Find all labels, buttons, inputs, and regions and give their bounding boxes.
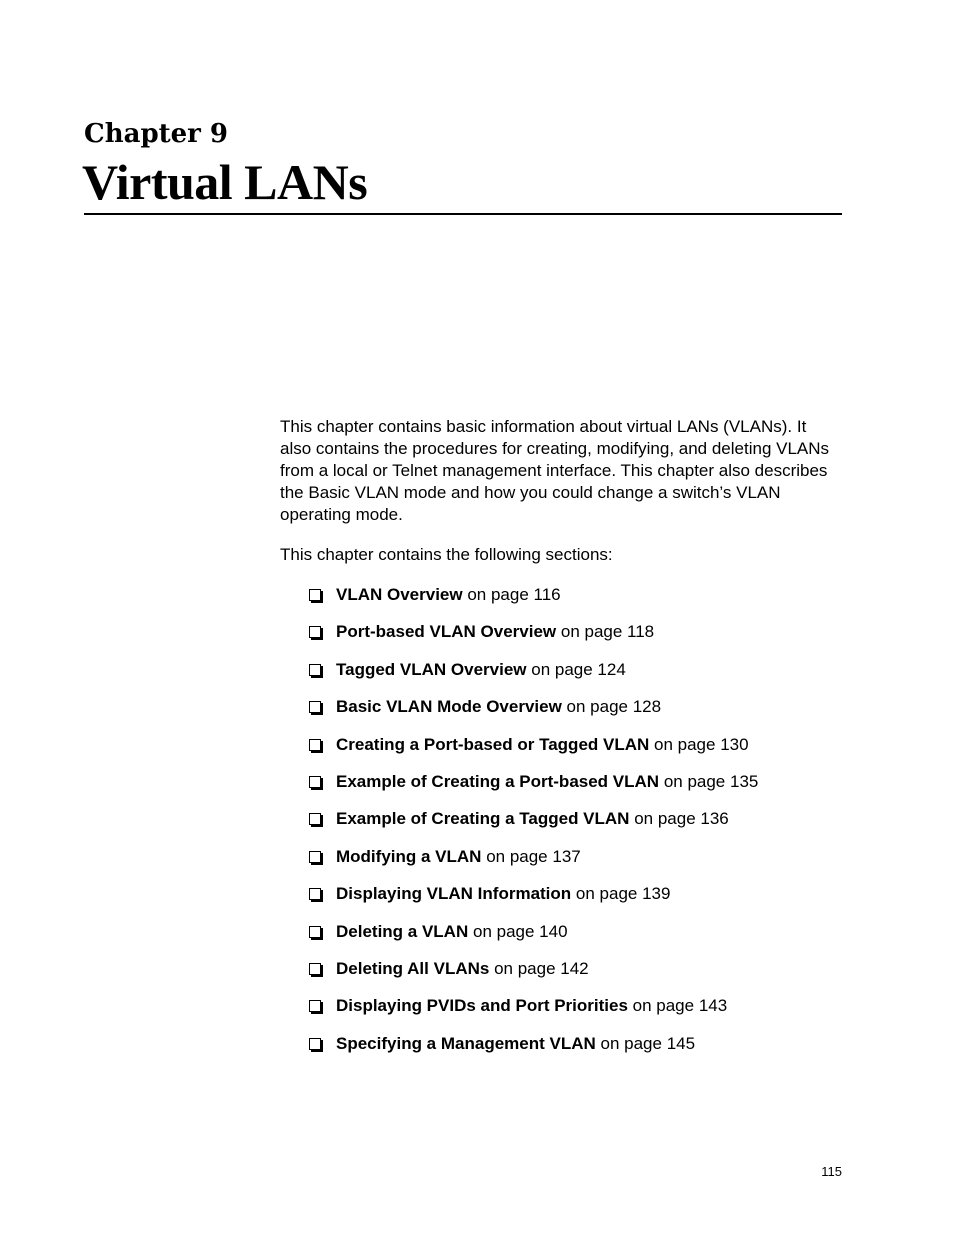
list-item — [308, 808, 758, 830]
checkbox-bullet-icon — [309, 626, 321, 638]
section-link[interactable]: VLAN Overview — [336, 585, 463, 604]
section-list — [308, 584, 758, 1070]
list-item — [308, 621, 758, 643]
section-link[interactable]: Creating a Port-based or Tagged VLAN — [336, 734, 650, 754]
page-reference: on page 124 — [531, 659, 626, 679]
section-link[interactable]: Example of Creating a Tagged VLAN — [336, 809, 630, 829]
checkbox-bullet-icon — [309, 701, 321, 713]
checkbox-bullet-icon — [309, 1038, 321, 1050]
section-link[interactable]: Deleting All VLANs — [336, 958, 490, 978]
page-reference: on page 140 — [472, 921, 568, 941]
list-item — [308, 921, 758, 943]
list-item — [308, 659, 758, 681]
list-item — [308, 771, 758, 793]
chapter-title: Virtual LANs — [82, 154, 368, 210]
checkbox-bullet-icon — [309, 851, 321, 863]
title-rule — [84, 213, 842, 215]
list-item — [308, 846, 758, 868]
intro-paragraph: This chapter contains basic information about virtual LANs (VLANs). It also contains the procedures for creating, modifying, and deleting VLANs from a local or Telnet management interface. This chapter also describes the Basic VLAN mode and how you could change a switch’s VLAN operating mode. — [280, 417, 830, 524]
checkbox-bullet-icon — [309, 589, 321, 601]
section-link[interactable]: Basic VLAN Mode Overview — [336, 697, 562, 717]
section-link[interactable]: Modifying a VLAN — [336, 846, 482, 866]
page-reference: on page 139 — [575, 884, 671, 904]
page-reference: on page 143 — [632, 996, 728, 1016]
page-reference: on page 118 — [560, 622, 655, 642]
checkbox-bullet-icon — [309, 1000, 321, 1012]
page-reference: on page 142 — [494, 958, 589, 978]
checkbox-bullet-icon — [309, 888, 321, 900]
sections-intro: This chapter contains the following sections: — [280, 545, 613, 564]
section-link[interactable]: Deleting a VLAN — [336, 921, 469, 941]
section-link[interactable]: Displaying VLAN Information — [336, 884, 572, 904]
checkbox-bullet-icon — [309, 664, 321, 676]
list-item — [308, 1033, 758, 1055]
page-number: 115 — [821, 1164, 842, 1179]
page-reference: on page 145 — [600, 1033, 696, 1053]
page-reference: on page 136 — [634, 809, 729, 829]
list-item — [308, 696, 758, 718]
checkbox-bullet-icon — [309, 813, 321, 825]
section-link[interactable]: Port-based VLAN Overview — [336, 622, 557, 642]
page-reference: on page 137 — [486, 846, 581, 866]
list-item — [308, 958, 758, 980]
checkbox-bullet-icon — [309, 739, 321, 751]
list-item — [308, 883, 758, 905]
checkbox-bullet-icon — [309, 776, 321, 788]
page-reference: on page 116 — [467, 585, 561, 604]
chapter-label: Chapter 9 — [84, 119, 229, 149]
page-reference: on page 135 — [663, 771, 759, 791]
section-link[interactable]: Specifying a Management VLAN — [336, 1033, 596, 1053]
section-link[interactable]: Example of Creating a Port-based VLAN — [336, 771, 660, 791]
checkbox-bullet-icon — [309, 926, 321, 938]
list-item — [308, 584, 758, 606]
list-item — [308, 995, 758, 1017]
section-link[interactable]: Tagged VLAN Overview — [336, 659, 527, 679]
checkbox-bullet-icon — [309, 963, 321, 975]
page-reference: on page 130 — [654, 734, 749, 754]
page-reference: on page 128 — [566, 697, 662, 717]
section-link[interactable]: Displaying PVIDs and Port Priorities — [336, 996, 628, 1016]
list-item — [308, 734, 758, 756]
